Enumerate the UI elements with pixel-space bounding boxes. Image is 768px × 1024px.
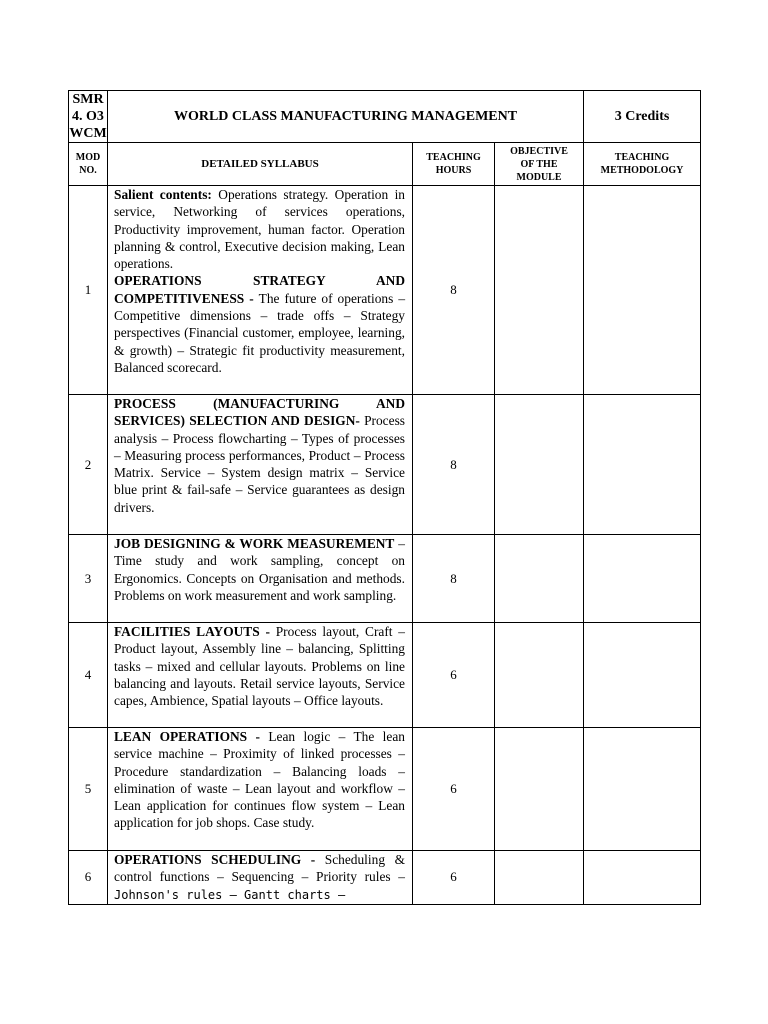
module-text: Process layout, Craft – Product layout, Assembly line – balancing, Splitting tasks – mixed and cellular layouts. Problems on line balancing and layouts. Retail service layouts, Service capes, Ambience, Spatial layouts – Office layouts. xyxy=(114,624,405,709)
module-objective xyxy=(495,851,584,905)
column-header-row xyxy=(69,143,701,186)
module-methodology xyxy=(584,623,701,728)
module-text: The future of operations – Competitive dimensions – trade offs – Strategy perspectives (Financial customer, employee, learning, & growth) – Strategic fit productivity measurement, Balanced scorecard. xyxy=(114,290,406,375)
col-mod-no-line1: MOD xyxy=(75,152,101,163)
module-objective xyxy=(495,535,584,623)
syllabus-table xyxy=(68,90,701,905)
module-methodology xyxy=(584,535,701,623)
module-content xyxy=(108,851,413,905)
col-method-line2: METHODOLOGY xyxy=(600,165,684,176)
module-text: Lean logic – The lean service machine – Proximity of linked processes – Procedure standardization – Balancing loads – elimination of waste – Lean layout and workflow – Lean application for continues flow system – Lean application for job shops. Case study. xyxy=(114,729,405,831)
module-methodology xyxy=(584,728,701,851)
module-hours: 6 xyxy=(413,623,495,728)
module-content xyxy=(108,395,413,535)
course-title: WORLD CLASS MANUFACTURING MANAGEMENT xyxy=(108,91,584,143)
module-hours: 6 xyxy=(413,851,495,905)
module-objective xyxy=(495,728,584,851)
course-code-cell xyxy=(69,91,108,143)
module-text: Scheduling & control functions – Sequencing – Priority rules – xyxy=(114,852,406,885)
module-topic: OPERATIONS SCHEDULING - xyxy=(114,852,325,867)
module-content xyxy=(108,623,413,728)
module-text-tail: Johnson's rules – Gantt charts – xyxy=(114,887,346,902)
salient-contents-text: Operations strategy. Operation in service, Networking of services operations, Productivity improvement, human factor. Operation planning & control, Executive decision making, Lean operations. xyxy=(114,187,405,272)
col-objective-line3: MODULE xyxy=(516,171,562,183)
module-row xyxy=(69,535,701,623)
col-mod-no-line2: NO. xyxy=(79,165,97,176)
col-mod-no xyxy=(69,143,108,186)
col-objective-line1: OBJECTIVE xyxy=(510,145,568,157)
col-method-line1: TEACHING xyxy=(614,152,670,163)
module-objective xyxy=(495,623,584,728)
module-number: 3 xyxy=(69,535,108,623)
module-hours: 6 xyxy=(413,728,495,851)
module-number: 4 xyxy=(69,623,108,728)
module-hours: 8 xyxy=(413,186,495,395)
module-row xyxy=(69,395,701,535)
col-detailed-syllabus: DETAILED SYLLABUS xyxy=(108,143,413,186)
salient-contents-label: Salient contents: xyxy=(114,187,212,202)
module-hours: 8 xyxy=(413,535,495,623)
module-row xyxy=(69,728,701,851)
col-teaching-hours xyxy=(413,143,495,186)
course-credits: 3 Credits xyxy=(584,91,701,143)
module-number: 2 xyxy=(69,395,108,535)
module-topic: FACILITIES LAYOUTS - xyxy=(114,624,276,639)
col-hours-line1: TEACHING xyxy=(426,152,481,163)
module-topic: LEAN OPERATIONS - xyxy=(114,729,269,744)
module-topic: PROCESS (MANUFACTURING AND SERVICES) SELECTION AND DESIGN- xyxy=(114,396,405,429)
module-number: 1 xyxy=(69,186,108,395)
course-code-sub: WCM xyxy=(69,126,107,141)
module-topic: JOB DESIGNING & WORK MEASUREMENT xyxy=(114,536,395,551)
col-teaching-methodology xyxy=(584,143,701,186)
module-methodology xyxy=(584,851,701,905)
module-content xyxy=(108,535,413,623)
module-objective xyxy=(495,186,584,395)
module-number: 6 xyxy=(69,851,108,905)
module-methodology xyxy=(584,186,701,395)
module-row xyxy=(69,186,701,395)
module-topic: OPERATIONS STRATEGY AND COMPETITIVENESS - xyxy=(114,273,405,306)
module-row xyxy=(69,623,701,728)
col-objective xyxy=(495,143,584,186)
module-row xyxy=(69,851,701,905)
course-header-row xyxy=(69,91,701,143)
module-text: – Time study and work sampling, concept on Ergonomics. Concepts on Organisation and methods. Problems on work measurement and work sampling. xyxy=(114,536,406,603)
module-number: 5 xyxy=(69,728,108,851)
module-text: Process analysis – Process flowcharting – Types of processes – Measuring process performances, Product – Process Matrix. Service – System design matrix – Service blue print & fail-safe – Service guarantees as design drivers. xyxy=(114,413,405,515)
col-hours-line2: HOURS xyxy=(435,165,472,176)
module-methodology xyxy=(584,395,701,535)
module-content xyxy=(108,728,413,851)
module-objective xyxy=(495,395,584,535)
course-code: SMR 4. O3 xyxy=(72,92,104,124)
module-hours: 8 xyxy=(413,395,495,535)
module-content xyxy=(108,186,413,395)
col-objective-line2: OF THE xyxy=(520,158,558,170)
